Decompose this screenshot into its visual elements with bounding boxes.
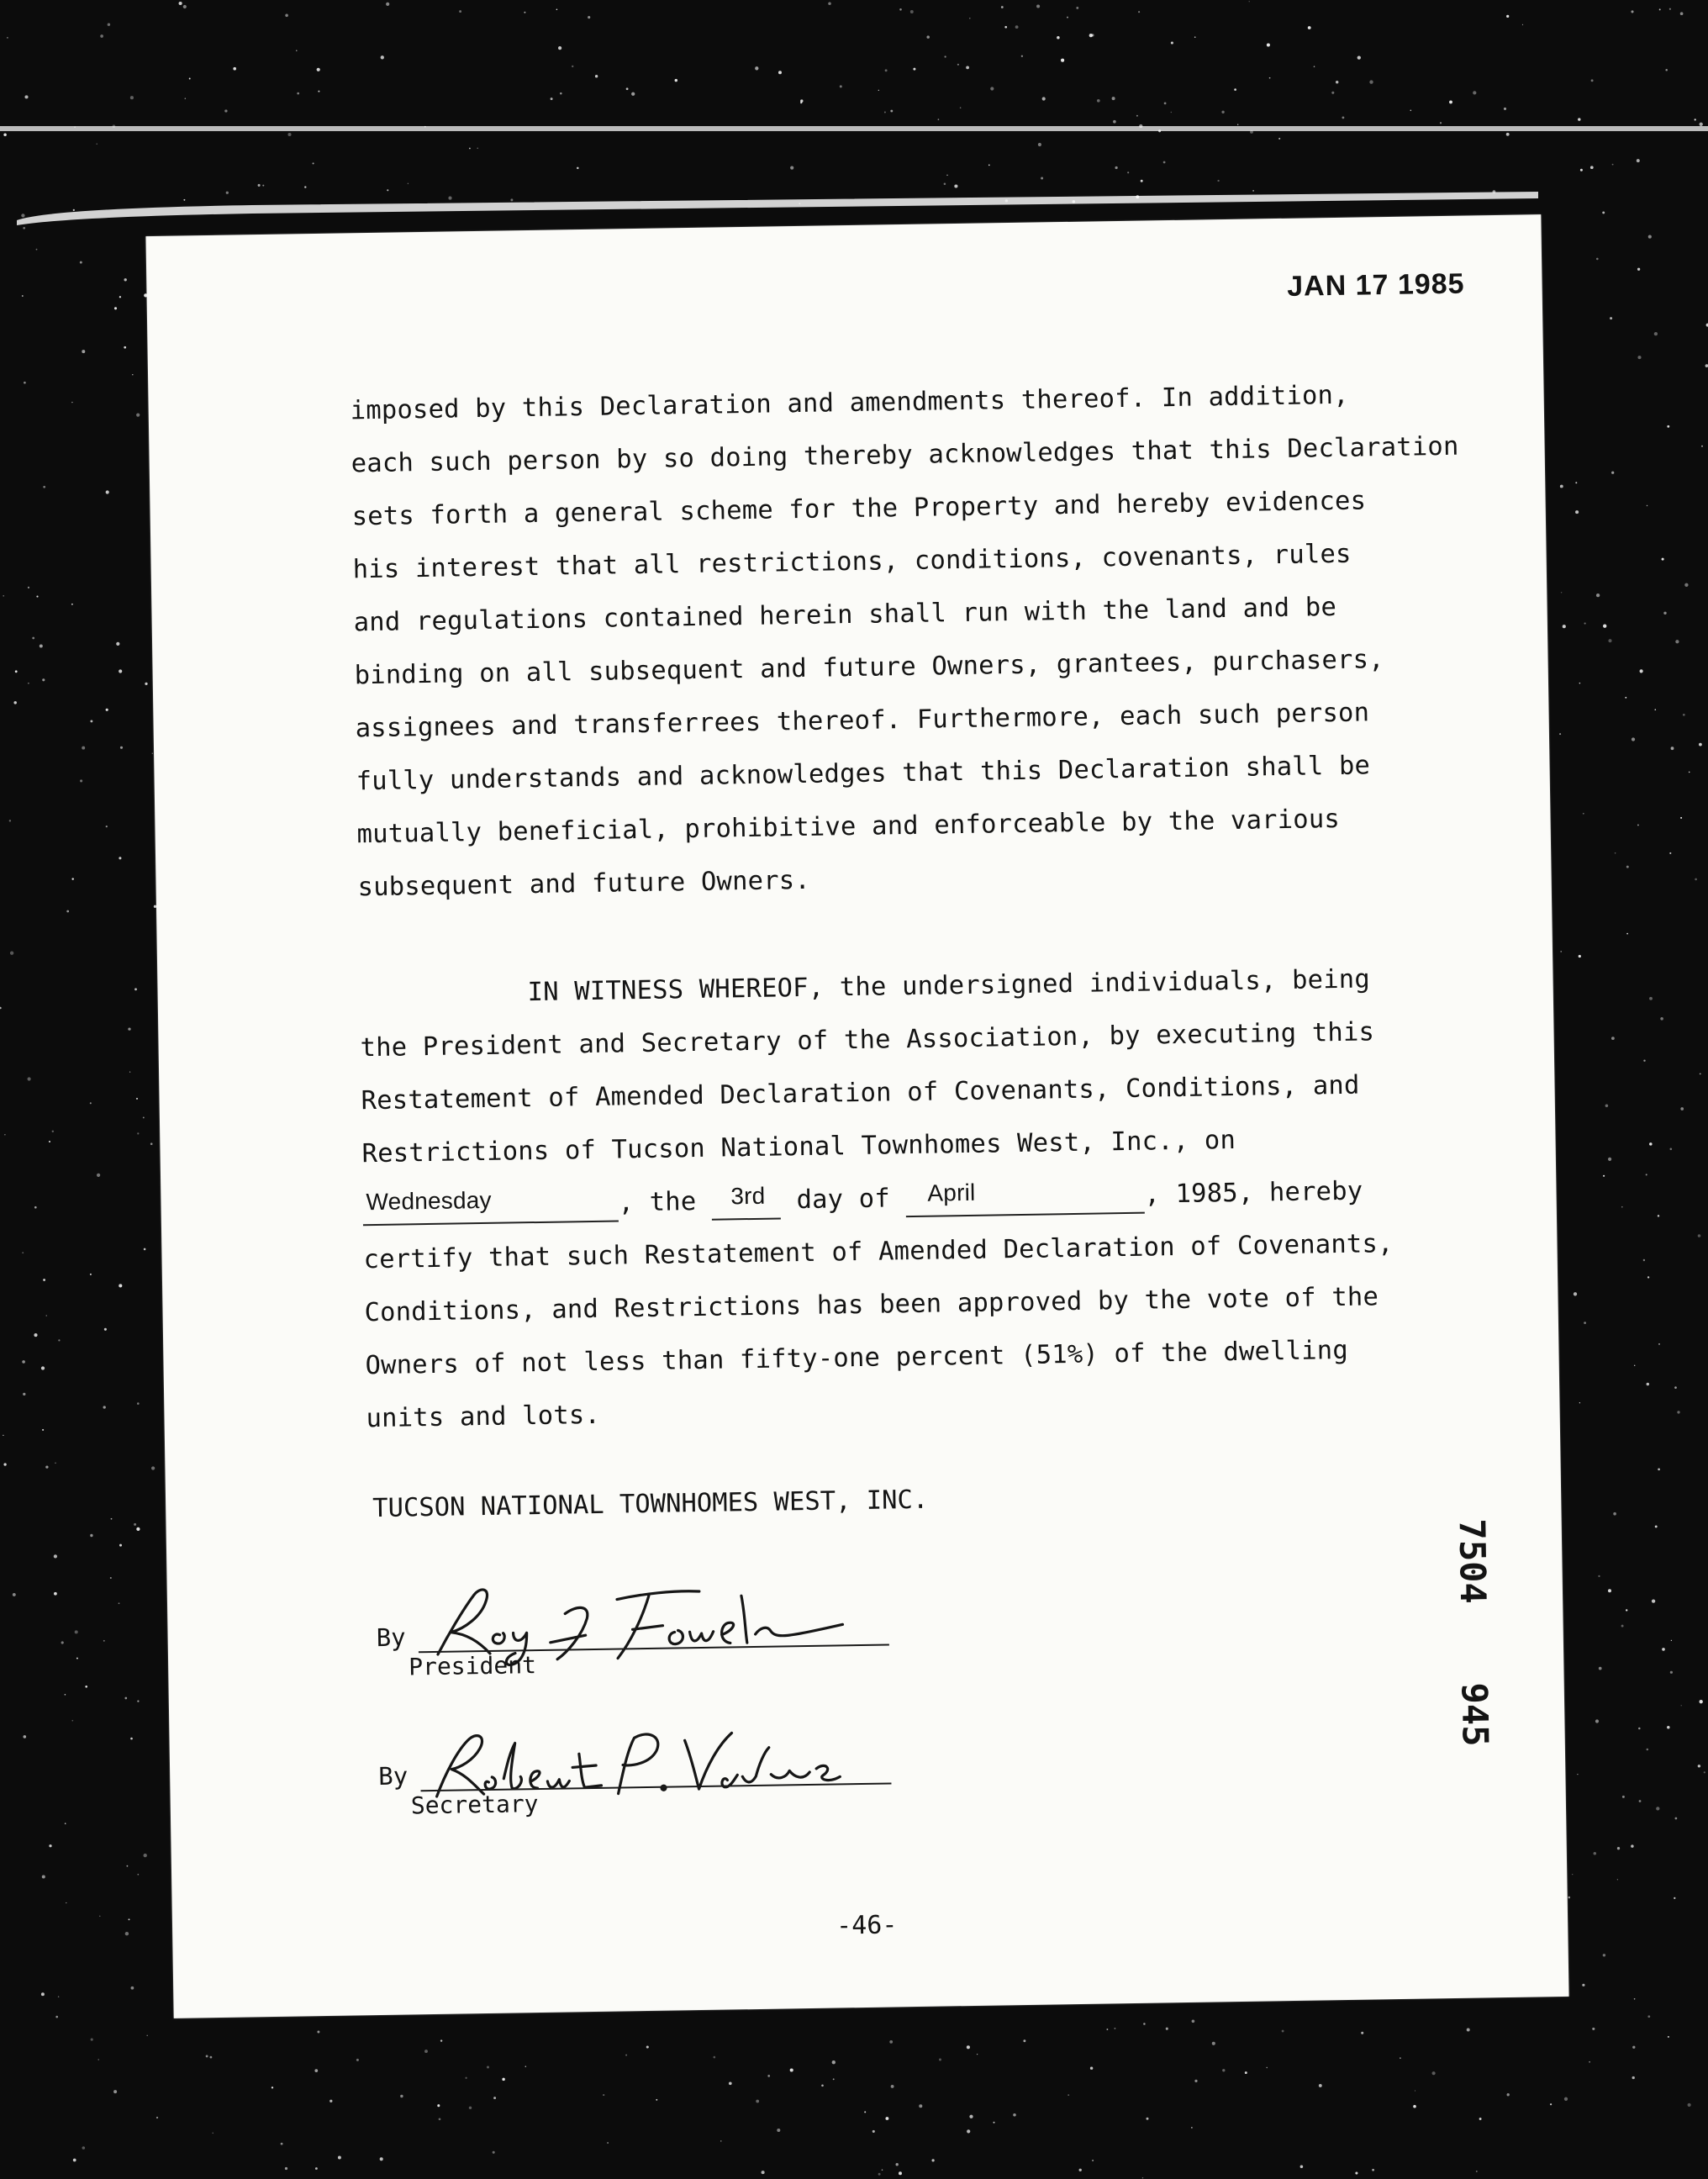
text-line: certify that such Restatement of Amended Declaration of Covenants, xyxy=(363,1229,1394,1275)
text-line: Conditions, and Restrictions has been approved by the vote of the xyxy=(364,1282,1379,1328)
text-line: IN WITNESS WHEREOF, the undersigned individuals, being xyxy=(527,964,1371,1008)
secretary-label: Secretary xyxy=(410,1790,539,1820)
recording-numbers xyxy=(1444,1518,1499,1805)
text-year: , 1985, hereby xyxy=(1144,1176,1363,1210)
page-number: -46- xyxy=(836,1910,898,1941)
text-line: Owners of not less than fifty-one percent (51%) of the dwelling xyxy=(365,1335,1349,1381)
secretary-signature-block xyxy=(377,1725,900,1826)
declaration-paragraph xyxy=(350,369,1459,915)
docket-number: 7504 xyxy=(1451,1518,1494,1605)
month-value: April xyxy=(927,1179,976,1206)
text-line: units and lots. xyxy=(366,1400,601,1434)
text-line: binding on all subsequent and future Owners, grantees, purchasers, xyxy=(354,645,1384,691)
text-line: Restatement of Amended Declaration of Covenants, Conditions, and xyxy=(361,1070,1360,1116)
text-line: mutually beneficial, prohibitive and enforceable by the various xyxy=(356,804,1341,850)
text-line: and regulations contained herein shall run with the land and be xyxy=(353,592,1337,638)
text-the: , the xyxy=(618,1187,697,1218)
text-line: assignees and transferrees thereof. Furthermore, each such person xyxy=(355,698,1370,744)
text-line: each such person by so doing thereby acknowledges that this Declaration xyxy=(351,431,1459,479)
day-name-value: Wednesday xyxy=(366,1186,492,1216)
day-name-field xyxy=(362,1186,619,1226)
by-label: By xyxy=(376,1622,406,1653)
day-number-field xyxy=(712,1184,782,1220)
received-date-stamp: JAN 17 1985 xyxy=(1286,267,1465,303)
by-label: By xyxy=(377,1761,409,1791)
text-line: sets forth a general scheme for the Property and hereby evidences xyxy=(351,486,1367,532)
text-line: imposed by this Declaration and amendments thereof. In addition, xyxy=(350,380,1349,426)
text-line: fully understands and acknowledges that this Declaration shall be xyxy=(356,751,1371,797)
witness-paragraph xyxy=(359,952,1394,1445)
text-line: Restrictions of Tucson National Townhomes West, Inc., on xyxy=(361,1125,1236,1169)
text-line: his interest that all restrictions, conditions, covenants, rules xyxy=(352,539,1352,585)
company-name: TUCSON NATIONAL TOWNHOMES WEST, INC. xyxy=(372,1485,929,1524)
text-line: subsequent and future Owners. xyxy=(357,865,811,903)
document-page xyxy=(145,214,1568,2018)
text-day-of: day of xyxy=(796,1184,891,1216)
day-number-value: 3rd xyxy=(730,1182,766,1210)
docket-page-number: 945 xyxy=(1453,1682,1496,1747)
month-field xyxy=(905,1179,1145,1217)
president-label: President xyxy=(408,1651,537,1681)
president-signature-block xyxy=(376,1586,899,1687)
text-line: the President and Secretary of the Association, by executing this xyxy=(360,1017,1375,1063)
